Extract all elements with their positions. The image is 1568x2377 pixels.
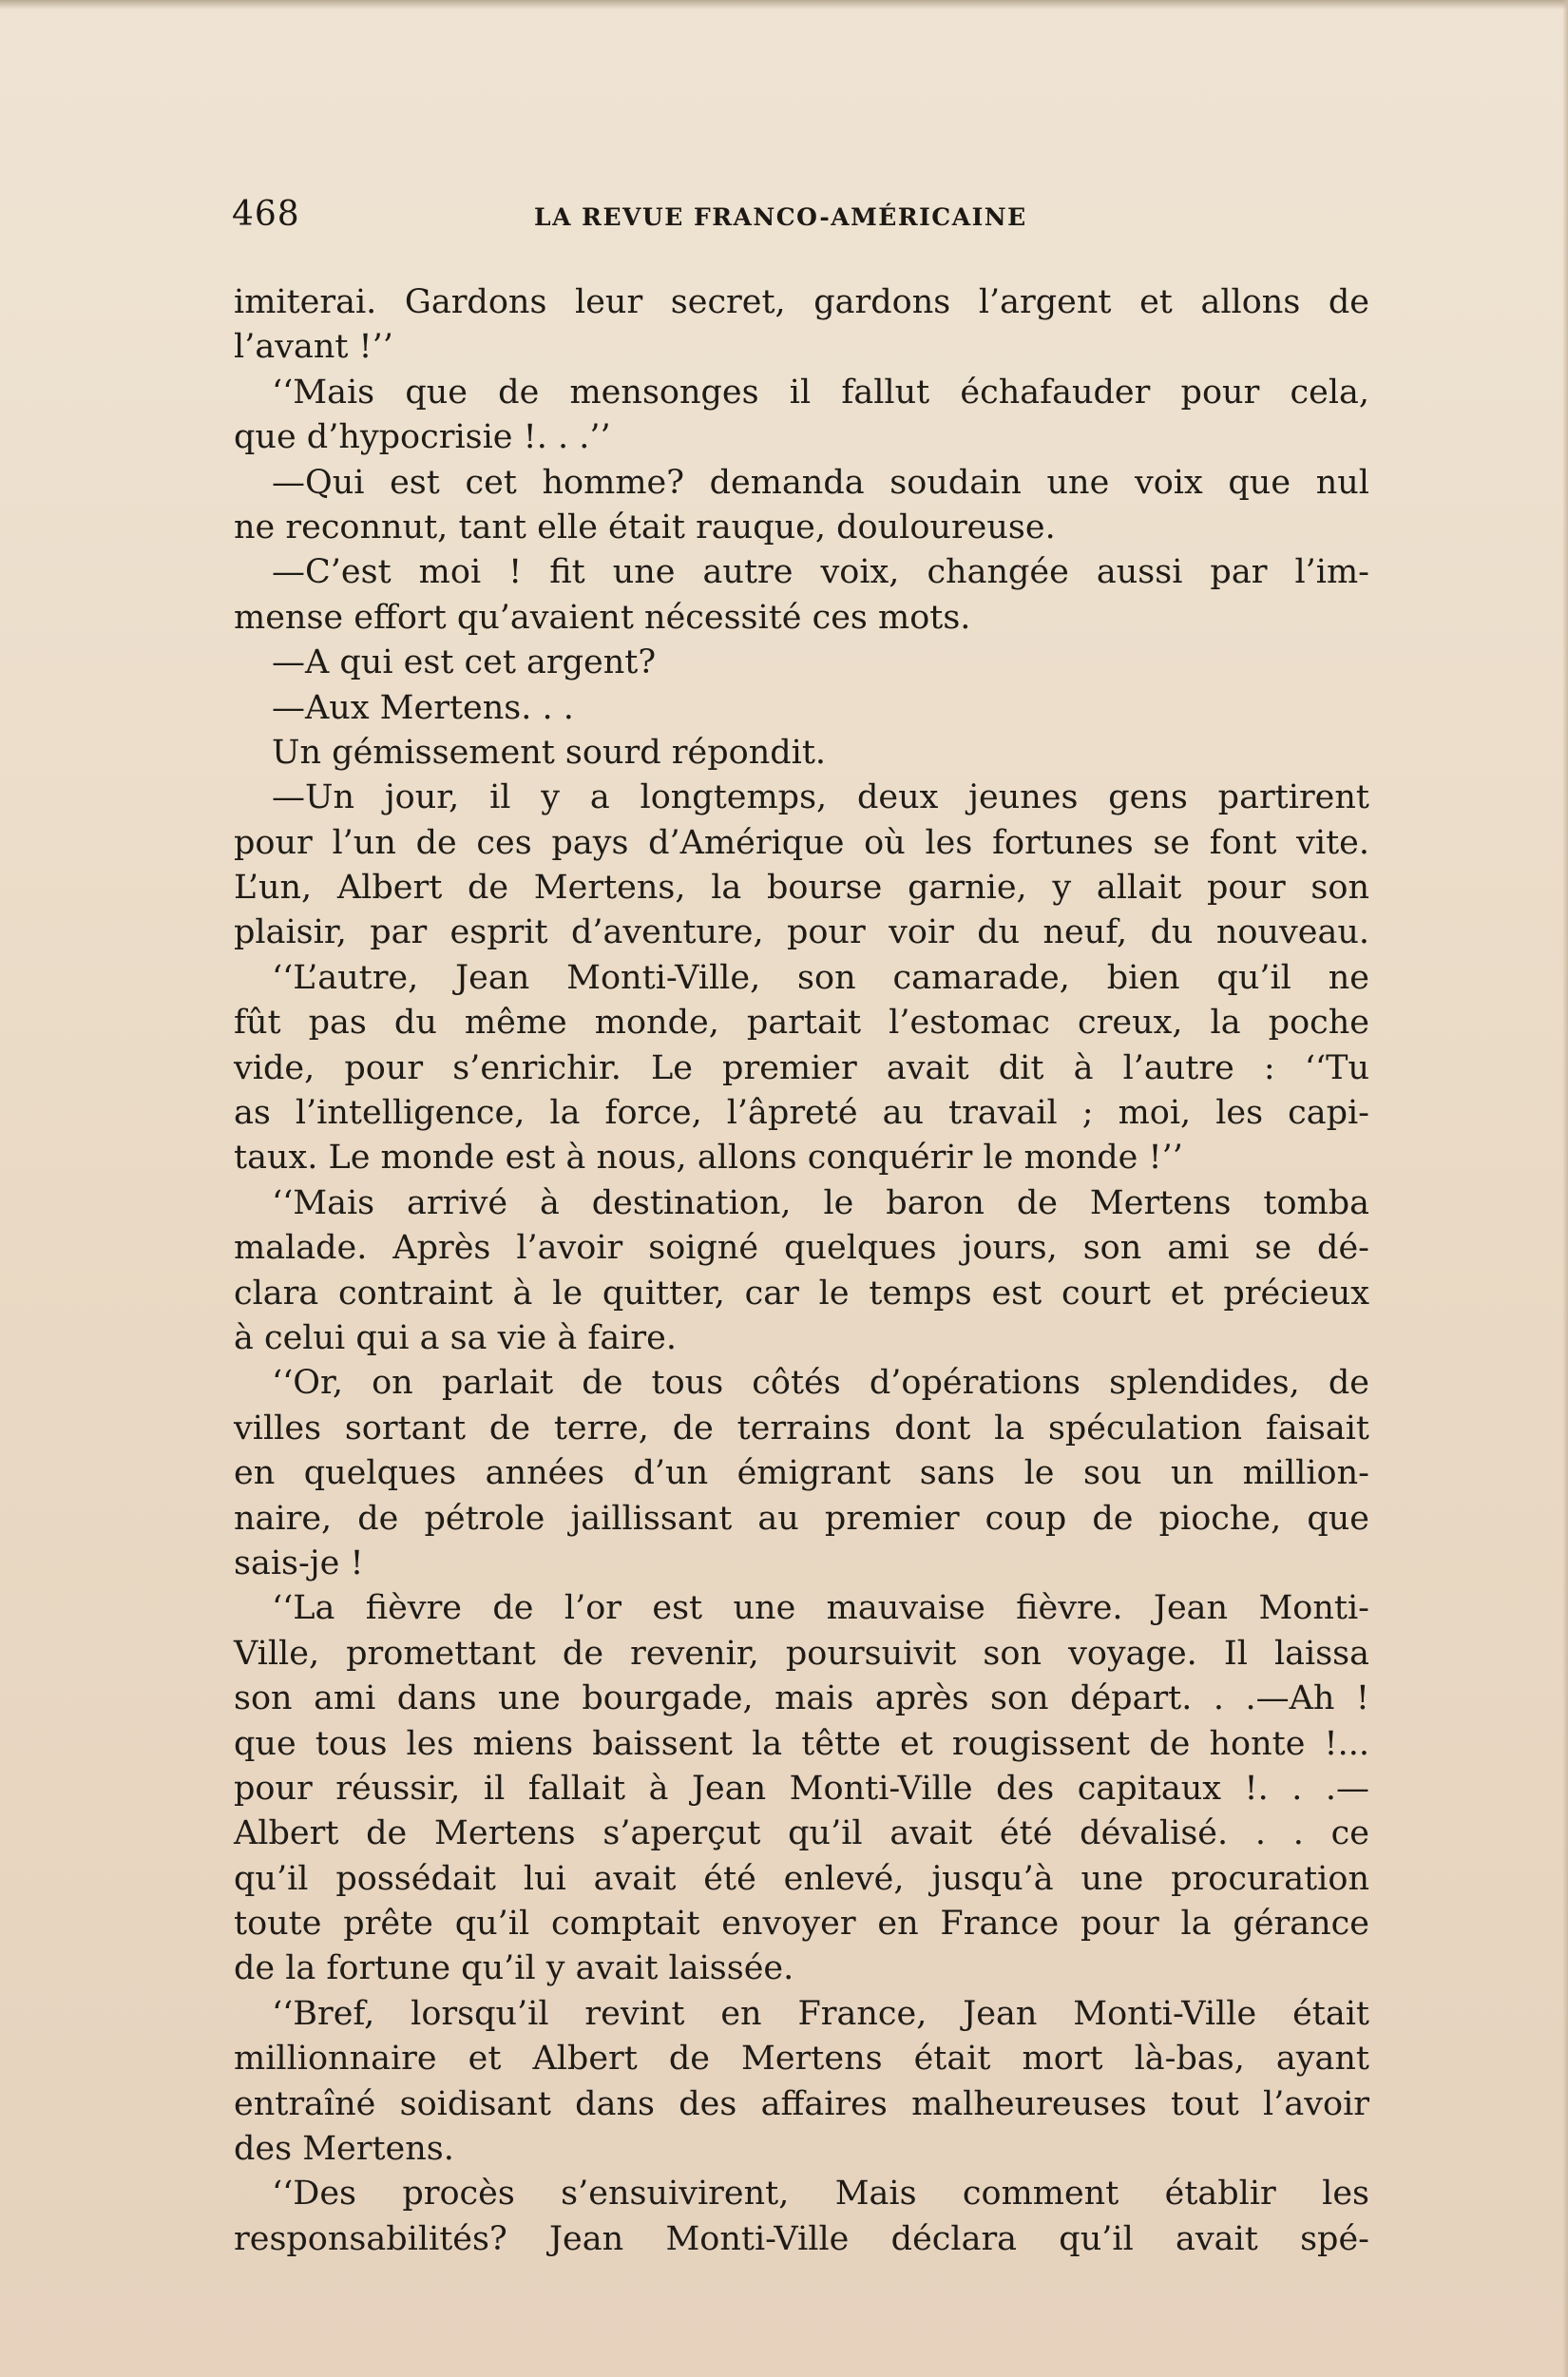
- page-number: 468: [232, 195, 300, 234]
- text-line: qu’il possédait lui avait été enlevé, jusqu’à une procuration: [234, 1859, 1369, 1898]
- text-line: ‘‘Or, on parlait de tous côtés d’opérations splendides, de: [272, 1364, 1369, 1403]
- text-line: —Un jour, il y a longtemps, deux jeunes gens partirent: [272, 778, 1369, 817]
- text-line: ‘‘Mais arrivé à destination, le baron de Mertens tomba: [272, 1183, 1369, 1222]
- text-line: pour l’un de ces pays d’Amérique où les fortunes se font vite.: [234, 823, 1369, 862]
- text-line: entraîné soidisant dans des affaires malheureuses tout l’avoir: [234, 2084, 1369, 2123]
- text-line: ‘‘La fièvre de l’or est une mauvaise fièvre. Jean Monti-: [272, 1589, 1369, 1628]
- text-line: millionnaire et Albert de Mertens était mort là-bas, ayant: [234, 2040, 1369, 2079]
- text-line: L’un, Albert de Mertens, la bourse garnie, y allait pour son: [234, 869, 1369, 908]
- text-line: imiterai. Gardons leur secret, gardons l’argent et allons de: [234, 283, 1369, 321]
- journal-title: LA REVUE FRANCO-AMÉRICAINE: [534, 203, 1027, 231]
- body-text: [234, 280, 1369, 2262]
- text-line: en quelques années d’un émigrant sans le sou un million-: [234, 1454, 1369, 1493]
- text-line: clara contraint à le quitter, car le temps est court et précieux: [234, 1274, 1369, 1313]
- text-line: taux. Le monde est à nous, allons conquérir le monde !’’: [234, 1139, 1183, 1178]
- text-line: Albert de Mertens s’aperçut qu’il avait été dévalisé. . . ce: [234, 1814, 1369, 1853]
- text-line: de la fortune qu’il y avait laissée.: [234, 1949, 794, 1988]
- text-line: malade. Après l’avoir soigné quelques jours, son ami se dé-: [234, 1229, 1369, 1268]
- text-line: —A qui est cet argent?: [272, 643, 657, 682]
- text-line: as l’intelligence, la force, l’âpreté au travail ; moi, les capi-: [234, 1094, 1369, 1133]
- running-head: [232, 195, 1372, 242]
- text-line: —Aux Mertens. . .: [272, 688, 574, 727]
- page-right-edge: [1562, 0, 1568, 2377]
- text-line: son ami dans une bourgade, mais après son départ. . .—Ah !: [234, 1679, 1369, 1718]
- text-line: ne reconnut, tant elle était rauque, douloureuse.: [234, 508, 1056, 546]
- text-line: des Mertens.: [234, 2130, 454, 2169]
- text-line: ‘‘L’autre, Jean Monti-Ville, son camarade, bien qu’il ne: [272, 958, 1369, 997]
- text-line: villes sortant de terre, de terrains dont la spéculation faisait: [234, 1409, 1369, 1447]
- text-line: ‘‘Bref, lorsqu’il revint en France, Jean Monti-Ville était: [272, 1994, 1369, 2033]
- text-line: —C’est moi ! fit une autre voix, changée aussi par l’im-: [272, 553, 1369, 592]
- text-line: mense effort qu’avaient nécessité ces mots.: [234, 598, 971, 637]
- text-line: vide, pour s’enrichir. Le premier avait dit à l’autre : ‘‘Tu: [234, 1048, 1369, 1087]
- text-line: à celui qui a sa vie à faire.: [234, 1318, 677, 1357]
- text-line: que tous les miens baissent la têtte et rougissent de honte !...: [234, 1724, 1369, 1763]
- text-line: pour réussir, il fallait à Jean Monti-Ville des capitaux !. . .—: [234, 1769, 1369, 1808]
- text-line: ‘‘Des procès s’ensuivirent, Mais comment établir les: [272, 2175, 1369, 2214]
- text-line: —Qui est cet homme? demanda soudain une voix que nul: [272, 463, 1369, 502]
- text-line: plaisir, par esprit d’aventure, pour voir du neuf, du nouveau.: [234, 913, 1369, 952]
- text-line: Un gémissement sourd répondit.: [272, 733, 827, 772]
- text-line: naire, de pétrole jaillissant au premier coup de pioche, que: [234, 1499, 1369, 1538]
- text-line: ‘‘Mais que de mensonges il fallut échafauder pour cela,: [272, 373, 1369, 412]
- text-line: Ville, promettant de revenir, poursuivit son voyage. Il laissa: [234, 1634, 1369, 1673]
- text-line: sais-je !: [234, 1543, 364, 1582]
- text-line: l’avant !’’: [234, 328, 393, 367]
- text-line: responsabilités? Jean Monti-Ville déclara qu’il avait spé-: [234, 2219, 1369, 2258]
- page-top-edge: [0, 0, 1568, 10]
- text-line: fût pas du même monde, partait l’estomac creux, la poche: [234, 1004, 1369, 1043]
- text-line: toute prête qu’il comptait envoyer en France pour la gérance: [234, 1905, 1369, 1944]
- text-line: que d’hypocrisie !. . .’’: [234, 418, 611, 457]
